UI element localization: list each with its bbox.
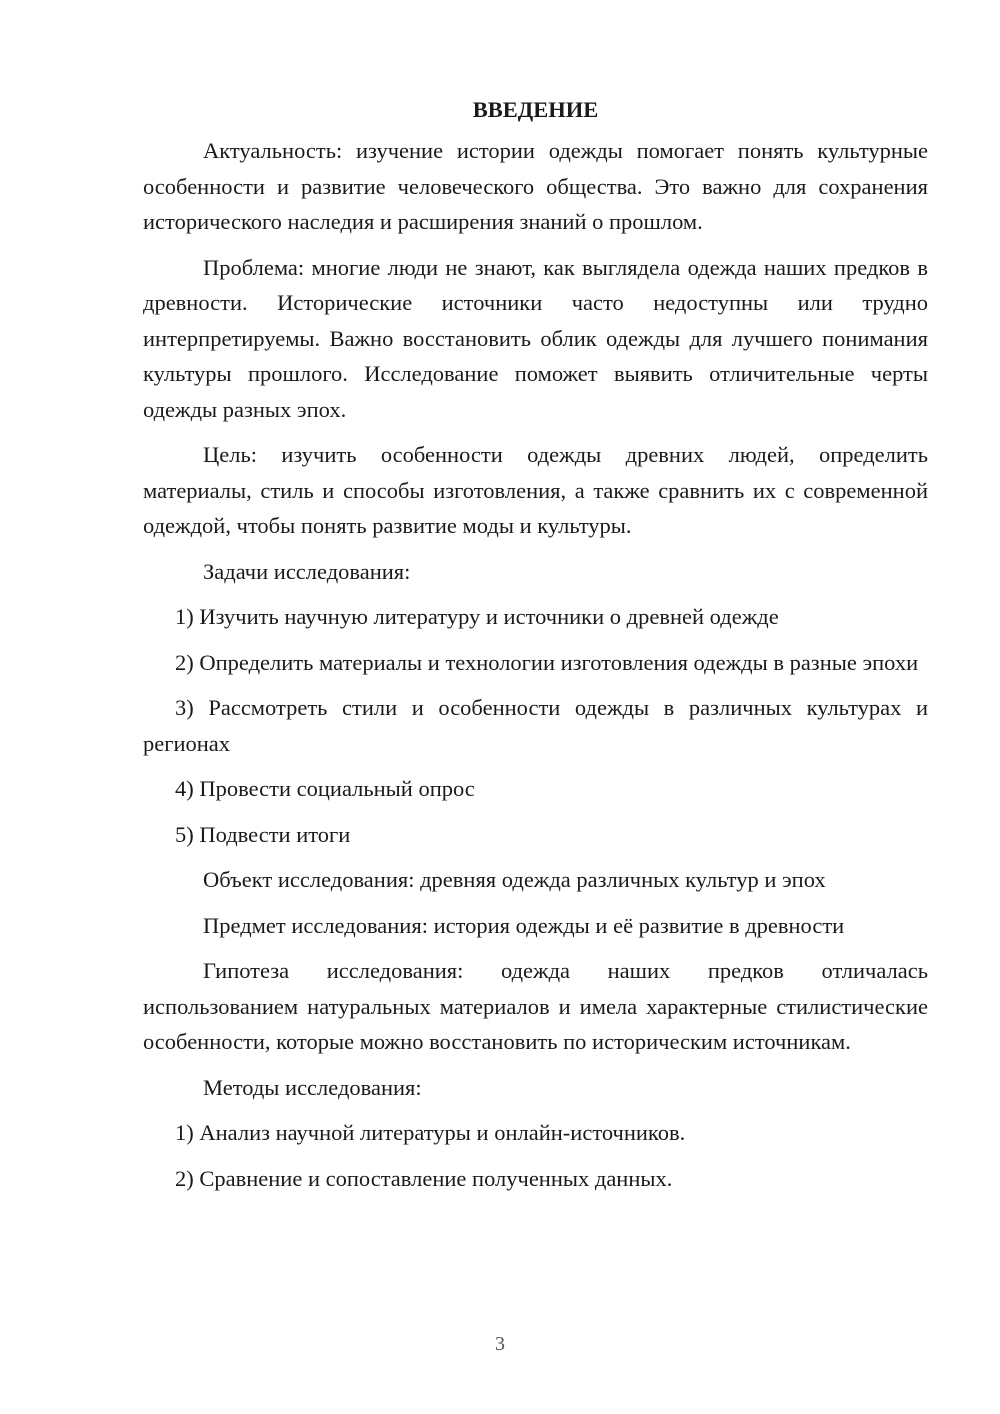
- document-page: [143, 92, 928, 1206]
- goal-paragraph: Цель: изучить особенности одежды древних людей, определить материалы, стиль и способы изготовления, а также сравнить их с современной одеждой, чтобы понять развитие моды и культуры.: [143, 442, 928, 538]
- research-hypothesis: Гипотеза исследования: одежда наших предков отличалась использованием натуральных материалов и имела характерные стилистические особенности, которые можно восстановить по историческим источникам.: [143, 958, 928, 1054]
- methods-heading: Методы исследования:: [203, 1074, 422, 1100]
- problem-paragraph: Проблема: многие люди не знают, как выглядела одежда наших предков в древности. Исторические источники часто недоступны или трудно интерпретируемы. Важно восстановить облик одежды для лучшего понимания культуры прошлого. Исследование поможет выявить отличительные черты одежды разных эпох.: [143, 254, 928, 422]
- research-object: Объект исследования: древняя одежда различных культур и эпох: [203, 867, 826, 892]
- task-item-1: 1) Изучить научную литературу и источники о древней одежде: [175, 604, 779, 629]
- task-item-2: 2) Определить материалы и технологии изготовления одежды в разные эпохи: [175, 649, 919, 675]
- task-item-3: 3) Рассмотреть стили и особенности одежды в различных культурах и регионах: [143, 695, 928, 756]
- relevance-paragraph: Актуальность: изучение истории одежды помогает понять культурные особенности и развитие человеческого общества. Это важно для сохранения исторического наследия и расширения знаний о прошлом.: [143, 138, 928, 234]
- method-item-2: 2) Сравнение и сопоставление полученных данных.: [175, 1165, 673, 1191]
- method-item-1: 1) Анализ научной литературы и онлайн-источников.: [175, 1120, 686, 1145]
- task-item-4: 4) Провести социальный опрос: [175, 776, 475, 801]
- tasks-heading: Задачи исследования:: [203, 558, 411, 584]
- task-item-5: 5) Подвести итоги: [175, 821, 351, 847]
- research-subject: Предмет исследования: история одежды и её развитие в древности: [203, 912, 845, 938]
- page-title: ВВЕДЕНИЕ: [472, 97, 599, 122]
- page-number: 3: [495, 1333, 505, 1355]
